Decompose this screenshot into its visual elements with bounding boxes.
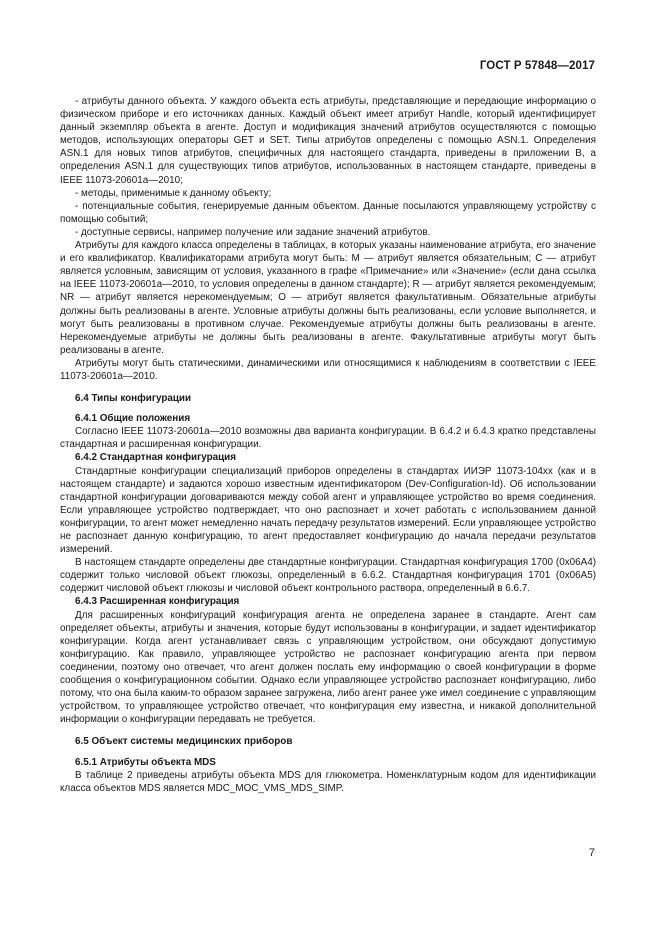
subsection-heading-6-4-3: 6.4.3 Расширенная конфигурация [75,596,240,608]
paragraph: В настоящем стандарте определены две стандартные конфигурации. Стандартная конфигурация 1700 (0x06A4) содержит только числовой объект глюкозы, определенный в 6.6.2. Стандартная конфигурация 1701 (0x06A5) содержит числовой объект глюкозы и числовой объект контрольного раствора, определенный в 6.6.7. [60,557,596,595]
document-header: ГОСТ Р 57848—2017 [479,60,595,72]
section-heading-6-4: 6.4 Типы конфигурации [75,393,192,405]
subsection-heading-6-4-1: 6.4.1 Общие положения [75,413,191,425]
paragraph: - атрибуты данного объекта. У каждого объекта есть атрибуты, представляющие и передающие информацию о физическом приборе и его источниках данных. Каждый объект имеет атрибут Handle, который идентифицирует данный экземпляр объекта в агенте. Доступ и модификация значений атрибутов осуществляются с помощью методов, использующих операторы GET и SET. Типы атрибутов определены с помощью ASN.1. Определения ASN.1 для новых типов атрибутов, специфичных для настоящего стандарта, приведены в приложении B, а определения ASN.1 для существующих типов атрибутов, использованных в настоящем стандарте, приведены в IEEE 11073-20601a—2010; [60,96,596,186]
page-number: 7 [588,847,595,859]
paragraph: В таблице 2 приведены атрибуты объекта MDS для глюкометра. Номенклатурным кодом для идентификации класса объектов MDS является MDC_MOC_VMS_MDS_SIMP. [60,769,596,794]
paragraph: Атрибуты для каждого класса определены в таблицах, в которых указаны наименование атрибута, его значение и его квалификатор. Квалификаторами атрибута могут быть: М — атрибут является обязательным; С — атрибут является условным, зависящим от условия, указанного в графе «Примечание» или «Значение» (если дана ссылка на IEEE 11073-20601a—2010, то условия определены в данном стандарте); R — атрибут является рекомендуемым; NR — атрибут является нерекомендуемым; О — атрибут является факультативным. Обязательные атрибуты должны быть реализованы в агенте. Условные атрибуты должны быть реализованы, если условие выполняется, и могут быть реализованы в противном случае. Рекомендуемые атрибуты должны быть реализованы в агенте. Нерекомендуемые атрибуты не должны быть реализованы в агенте. Факультативные атрибуты могут быть реализованы в агенте. [60,240,596,356]
paragraph: Атрибуты могут быть статическими, динамическими или относящимися к наблюдениям в соответствии с IEEE 11073-20601a—2010. [60,357,596,382]
subsection-heading-6-4-2: 6.4.2 Стандартная конфигурация [75,452,237,464]
paragraph: - методы, применимые к данному объекту; [75,187,272,199]
paragraph: - потенциальные события, генерируемые данным объектом. Данные посылаются управляющему устройству с помощью событий; [60,200,596,225]
paragraph: Согласно IEEE 11073-20601a—2010 возможны два варианта конфигурации. В 6.4.2 и 6.4.3 кратко представлены стандартная и расширенная конфигурации. [60,426,596,451]
paragraph: Для расширенных конфигураций конфигурация агента не определена заранее в стандарте. Агент сам определяет объекты, атрибуты и значения, которые будут использованы в конфигурации, и задает идентификатор конфигурации. Когда агент устанавливает связь с управляющим устройством, они обсуждают допустимую конфигурацию. Как правило, управляющее устройство не распознает конфигурацию агента при первом соединении, поэтому оно отвечает, что агент должен послать ему информацию о своей конфигурации в форме сообщения о конфигурационном событии. Однако если управляющее устройство распознает конфигурацию, либо потому, что она была каким-то образом заранее загружена, либо агент ранее уже имел соединение с управляющим устройством, то управляющее устройство отвечает, что конфигурация ему известна, и никакой дополнительной информации о конфигурации передавать не требуется. [60,609,596,726]
page-body [60,95,596,795]
subsection-heading-6-5-1: 6.5.1 Атрибуты объекта MDS [75,756,216,768]
section-heading-6-5: 6.5 Объект системы медицинских приборов [75,736,293,748]
paragraph: - доступные сервисы, например получение или задание значений атрибутов. [75,226,431,238]
paragraph: Стандартные конфигурации специализаций приборов определены в стандартах ИИЭР 11073-104xx (как и в настоящем стандарте) и задаются хорошо известным идентификатором (Dev-Configuration-Id). Об использовании стандартной конфигурации договариваются между собой агент и управляющее устройство во время соединения. Если управляющее устройство подтверждает, что оно распознает и хочет работать с использованием данной конфигурации, то агент может немедленно начать передачу результатов измерений. Если управляющее устройство не распознает данную конфигурацию, то агент предоставляет конфигурацию до начала передачи результатов измерений. [60,465,596,556]
